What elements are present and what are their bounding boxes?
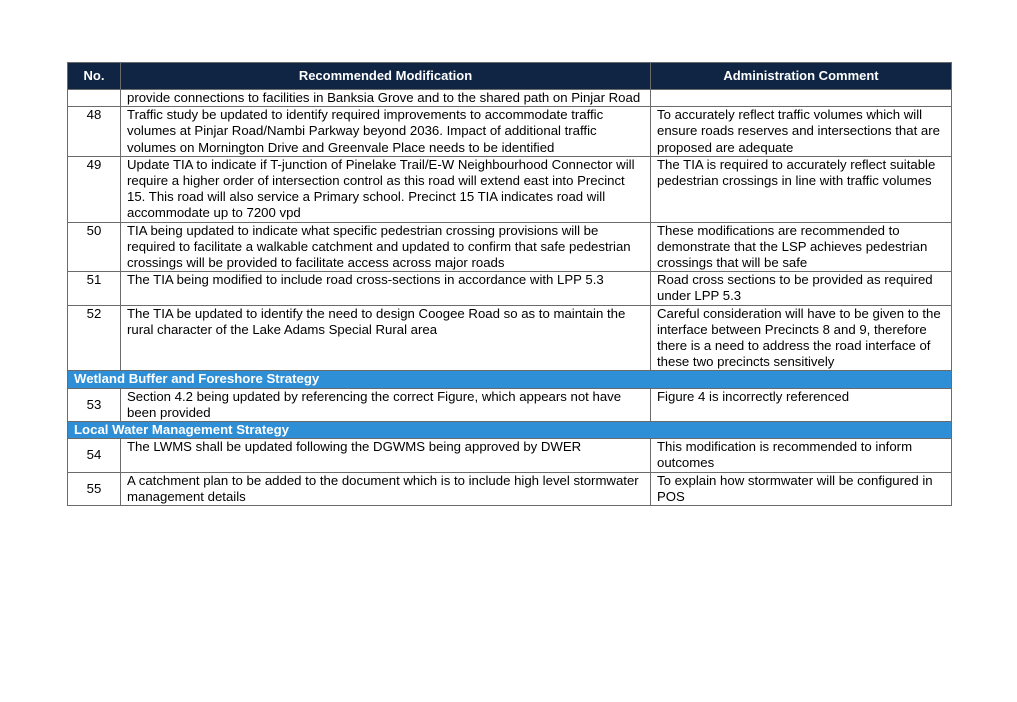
table-row <box>68 90 952 107</box>
row-comment: Road cross sections to be provided as required under LPP 5.3 <box>651 272 952 305</box>
table-row <box>68 305 952 371</box>
row-number: 48 <box>68 107 121 157</box>
header-no: No. <box>68 63 121 90</box>
section-header-row <box>68 422 952 439</box>
modifications-table <box>67 62 952 506</box>
header-modification: Recommended Modification <box>121 63 651 90</box>
row-modification: Section 4.2 being updated by referencing the correct Figure, which appears not have been provided <box>121 388 651 421</box>
row-comment: To explain how stormwater will be configured in POS <box>651 472 952 505</box>
row-modification: Update TIA to indicate if T-junction of Pinelake Trail/E-W Neighbourhood Connector will require a higher order of intersection control as this road will extend east into Precinct 15. This road will also service a Primary school. Precinct 15 TIA indicates road will accommodate up to 7200 vpd <box>121 156 651 222</box>
table-row <box>68 388 952 421</box>
row-number: 53 <box>68 388 121 421</box>
row-modification: The TIA being modified to include road cross-sections in accordance with LPP 5.3 <box>121 272 651 305</box>
row-comment: Figure 4 is incorrectly referenced <box>651 388 952 421</box>
row-comment: To accurately reflect traffic volumes which will ensure roads reserves and intersections that are proposed are adequate <box>651 107 952 157</box>
row-comment: The TIA is required to accurately reflect suitable pedestrian crossings in line with traffic volumes <box>651 156 952 222</box>
table-row <box>68 107 952 157</box>
row-modification: TIA being updated to indicate what specific pedestrian crossing provisions will be required to facilitate a walkable catchment and updated to confirm that safe pedestrian crossings will be provided to facilitate access across major roads <box>121 222 651 272</box>
table-row <box>68 472 952 505</box>
table-row <box>68 272 952 305</box>
row-number <box>68 90 121 107</box>
table-row <box>68 439 952 472</box>
section-title-water: Local Water Management Strategy <box>68 422 952 439</box>
row-modification: Traffic study be updated to identify required improvements to accommodate traffic volumes at Pinjar Road/Nambi Parkway beyond 2036. Impact of additional traffic volumes on Mornington Drive and Greenvale Place needs to be identified <box>121 107 651 157</box>
row-comment: This modification is recommended to inform outcomes <box>651 439 952 472</box>
section-header-row <box>68 371 952 388</box>
section-title-wetland: Wetland Buffer and Foreshore Strategy <box>68 371 952 388</box>
table-row <box>68 156 952 222</box>
row-comment <box>651 90 952 107</box>
table-header-row <box>68 63 952 90</box>
header-comment: Administration Comment <box>651 63 952 90</box>
row-modification: provide connections to facilities in Banksia Grove and to the shared path on Pinjar Road <box>121 90 651 107</box>
row-modification: A catchment plan to be added to the document which is to include high level stormwater management details <box>121 472 651 505</box>
row-number: 54 <box>68 439 121 472</box>
row-number: 52 <box>68 305 121 371</box>
row-modification: The LWMS shall be updated following the DGWMS being approved by DWER <box>121 439 651 472</box>
row-number: 51 <box>68 272 121 305</box>
row-number: 55 <box>68 472 121 505</box>
table-row <box>68 222 952 272</box>
row-number: 49 <box>68 156 121 222</box>
row-comment: These modifications are recommended to demonstrate that the LSP achieves pedestrian crossings that will be safe <box>651 222 952 272</box>
row-modification: The TIA be updated to identify the need to design Coogee Road so as to maintain the rural character of the Lake Adams Special Rural area <box>121 305 651 371</box>
row-comment: Careful consideration will have to be given to the interface between Precincts 8 and 9, therefore there is a need to address the road interface of these two precincts sensitively <box>651 305 952 371</box>
row-number: 50 <box>68 222 121 272</box>
